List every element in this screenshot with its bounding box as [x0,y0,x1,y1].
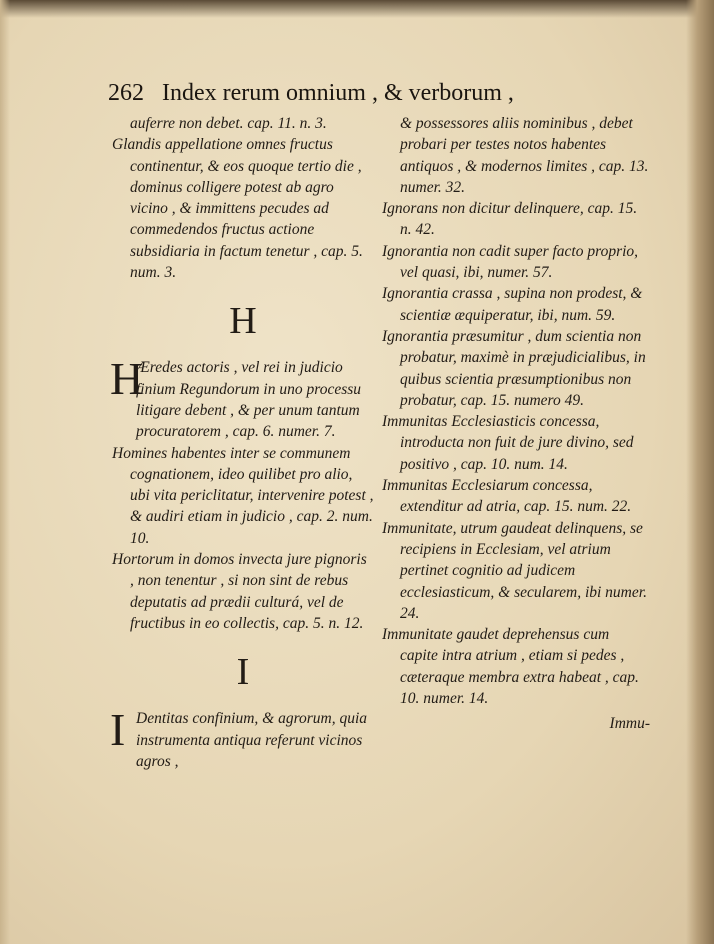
index-entry-dropcap [110,704,374,772]
index-entry: Ignorantia præsumitur , dum scientia non probatur, maximè in præjudicialibus, in quibus scientia præsumptionibus non probatur, cap. 15. numero 49. [382,327,646,409]
page-left-edge [0,0,10,944]
catchword: Immu- [609,715,650,733]
running-header [108,80,608,112]
index-entry: Immunitate gaudet deprehensus cum capite intra atrium , etiam si pedes , cæteraque membra extra habeat , cap. 10. numer. 14. [382,626,639,708]
index-entry: Immunitate, utrum gaudeat delinquens, se recipiens in Ecclesiam, vel atrium pertinet cognitio ad judicem ecclesiasticum, & secularem, ibi numer. 24. [382,519,647,622]
entry-text: Dentitas confinium, & agrorum, quia instrumenta antiqua referunt vicinos agros , [136,710,368,770]
page-top-shadow [0,0,714,18]
right-column [382,113,650,735]
index-entry: Immunitas Ecclesiasticis concessa, introducta non fuit de jure divino, sed positivo , cap. 10. num. 14. [382,413,634,473]
page-number: 262 [108,80,144,106]
index-entry: Immunitas Ecclesiarum concessa, extenditur ad atria, cap. 15. num. 22. [382,477,632,516]
entry-text: Æredes actoris , vel rei in judicio finium Regundorum in uno processu litigare debent , & per unum tantum procuratorem , cap. 6. numer. 7. [136,359,362,441]
index-entry: Ignorans non dicitur delinquere, cap. 15. n. 42. [382,200,638,239]
index-entry: Homines habentes inter se communem cognationem, ideo quilibet pro alio, ubi vita periclitatur, intervenire potest , & audiri etiam in judicio , cap. 2. num. 10. [112,444,374,547]
drop-cap-h: H [110,353,144,405]
page-right-edge [686,0,714,944]
index-entry: Glandis appellatione omnes fructus continentur, & eos quoque tertio die , dominus colligere potest ab agro vicino , & immittens pecudes ad commedendos fructus actione subsidiaria in factum tenetur , cap. 5. num. 3. [112,136,363,282]
index-entry: Ignorantia crassa , supina non prodest, & scientiæ æquiperatur, ibi, num. 59. [382,285,643,324]
running-title: Index rerum omnium , & verborum , [162,80,514,106]
left-column [112,113,374,772]
index-entry: & possessores aliis nominibus , debet probari per testes notos habentes antiquos , & modernos limites , cap. 13. numer. 32. [400,115,649,196]
index-entry: Ignorantia non cadit super facto proprio, vel quasi, ibi, numer. 57. [382,242,639,282]
index-entry-dropcap [110,353,374,442]
drop-cap-i: I [110,704,126,756]
index-entry: Hortorum in domos invecta jure pignoris , non tenentur , si non sint de rebus deputatis ad prædii culturá, vel de fructibus in eo collectis, cap. 5. n. 12. [112,551,367,632]
section-heading-i: I [236,651,250,694]
index-entry: auferre non debet. cap. 11. n. 3. [130,115,327,132]
section-heading-h: H [229,300,257,343]
